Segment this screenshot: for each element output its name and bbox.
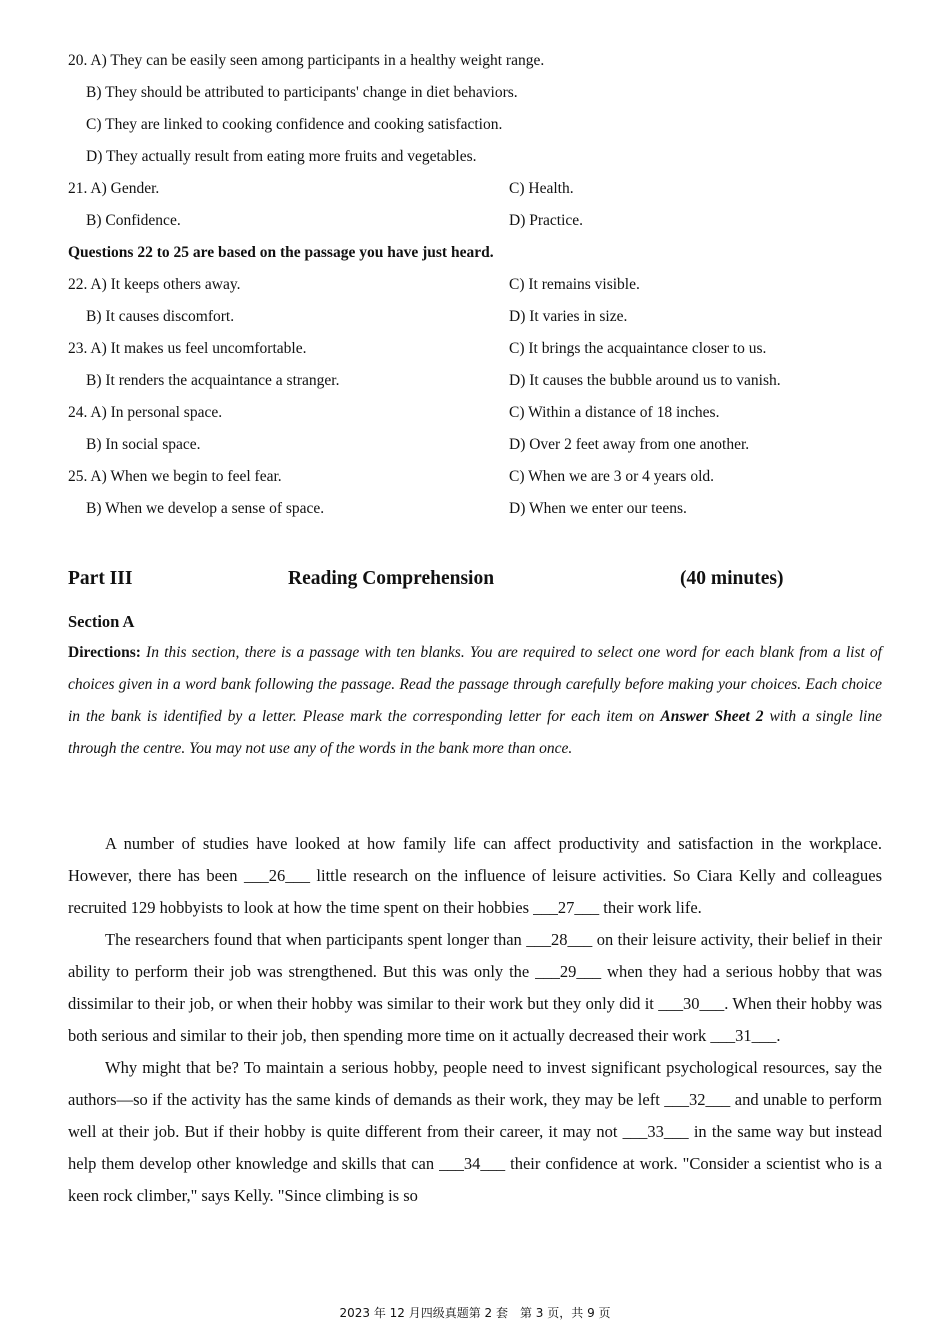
directions-text-2: with a single line through the centre. You may not use any of the words in the bank more than once. <box>68 708 882 757</box>
q21-a-text: A) Gender. <box>90 180 160 197</box>
q24-option-c: C) Within a distance of 18 inches. <box>509 404 720 421</box>
q24-option-a <box>68 404 222 422</box>
q20-option-a <box>68 52 544 70</box>
q22-option-b: B) It causes discomfort. <box>86 308 235 325</box>
q25-option-a <box>68 468 282 486</box>
answer-sheet-ref: Answer Sheet 2 <box>660 708 764 725</box>
page-footer: 2023 年 12 月四级真题第 2 套 第 3 页，共 9 页 <box>339 1306 611 1320</box>
q22-number: 22. <box>68 276 88 293</box>
q24-number: 24. <box>68 404 88 421</box>
q22-option-a <box>68 276 240 294</box>
q25-number: 25. <box>68 468 88 485</box>
q25-option-c: C) When we are 3 or 4 years old. <box>509 468 715 485</box>
q23-number: 23. <box>68 340 88 357</box>
q21-option-c: C) Health. <box>509 180 574 197</box>
q22-a-text: A) It keeps others away. <box>90 276 241 293</box>
q25-option-d: D) When we enter our teens. <box>509 500 687 517</box>
q23-a-text: A) It makes us feel uncomfortable. <box>90 340 307 357</box>
q20-option-b: B) They should be attributed to participants' change in diet behaviors. <box>86 84 518 101</box>
q23-option-b: B) It renders the acquaintance a stranger. <box>86 372 340 389</box>
q20-number: 20. <box>68 52 88 69</box>
section-heading: Section A <box>68 612 135 631</box>
passage-paragraph-2: The researchers found that when participants spent longer than ___28___ on their leisure activity, their belief in their ability to perform their job was strengthened. But this was only the ___29___ when they had a serious hobby that was dissimilar to their job, or when their hobby was similar to their work but they only did it ___30___. When their hobby was both serious and similar to their job, then spending more time on it actually decreased their work ___31___. <box>68 930 882 1045</box>
q23-option-c: C) It brings the acquaintance closer to us. <box>509 340 767 357</box>
directions-label: Directions: <box>68 644 141 661</box>
passage-note: Questions 22 to 25 are based on the passage you have just heard. <box>68 244 494 261</box>
q20-option-c: C) They are linked to cooking confidence and cooking satisfaction. <box>86 116 503 133</box>
q21-option-a <box>68 180 159 198</box>
passage-paragraph-1: A number of studies have looked at how family life can affect productivity and satisfaction in the workplace. However, there has been ___26___ little research on the influence of leisure activities. So Ciara Kelly and colleagues recruited 129 hobbyists to look at how the time spent on their hobbies ___27___ their work life. <box>68 834 882 917</box>
q21-option-b: B) Confidence. <box>86 212 181 229</box>
passage-paragraph-3: Why might that be? To maintain a serious hobby, people need to invest significant psychological resources, say the authors—so if the activity has the same kinds of demands as their work, they may be left ___32___ and unable to perform well at their job. But if their hobby is quite different from their career, it may not ___33___ in the same way but instead help them develop other knowledge and skills that can ___34___ their confidence at work. "Consider a scientist who is a keen rock climber," says Kelly. "Since climbing is so <box>68 1058 882 1205</box>
q25-a-text: A) When we begin to feel fear. <box>90 468 282 485</box>
q24-option-d: D) Over 2 feet away from one another. <box>509 436 750 453</box>
q21-number: 21. <box>68 180 88 197</box>
part-time: (40 minutes) <box>680 568 784 589</box>
q20-a-text: A) They can be easily seen among participants in a healthy weight range. <box>90 52 545 69</box>
q22-option-d: D) It varies in size. <box>509 308 628 325</box>
part-label: Part III <box>68 568 133 589</box>
directions-text-1: In this section, there is a passage with ten blanks. You are required to select one word for each blank from a list of choices given in a word bank following the passage. Read the passage through carefully before making your choices. Each choice in the bank is identified by a letter. Please mark the corresponding letter for each item on <box>68 644 882 725</box>
directions <box>68 637 882 765</box>
reading-passage <box>68 828 882 1212</box>
part-title: Reading Comprehension <box>288 568 495 589</box>
q24-option-b: B) In social space. <box>86 436 201 453</box>
q22-option-c: C) It remains visible. <box>509 276 640 293</box>
q23-option-a <box>68 340 306 358</box>
q23-option-d: D) It causes the bubble around us to vanish. <box>509 372 781 389</box>
q25-option-b: B) When we develop a sense of space. <box>86 500 325 517</box>
q24-a-text: A) In personal space. <box>90 404 223 421</box>
q20-option-d: D) They actually result from eating more fruits and vegetables. <box>86 148 477 165</box>
q21-option-d: D) Practice. <box>509 212 584 229</box>
